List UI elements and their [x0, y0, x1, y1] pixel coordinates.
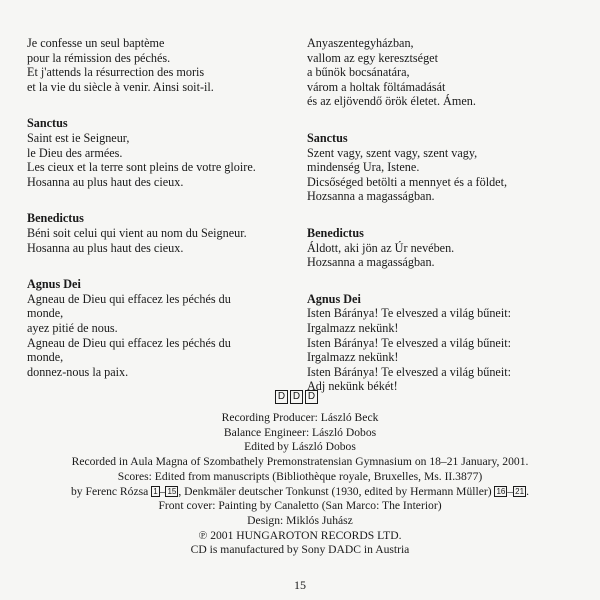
ddd-letter: D — [305, 390, 318, 404]
sanctus-hu — [307, 131, 577, 204]
text-line: Áldott, aki jön az Úr nevében. — [307, 240, 455, 255]
track-range-dash: – — [159, 484, 166, 498]
section-heading: Benedictus — [27, 211, 84, 226]
text-line: Adj nekünk békét! — [307, 379, 398, 394]
text-line: Hozsanna a magasságban. — [307, 255, 435, 270]
scores-middle: , Denkmäler deutscher Tonkunst (1930, edited by Hermann Müller) — [178, 484, 492, 498]
hungarian-text-column — [307, 36, 577, 416]
text-line: Isten Báránya! Te elveszed a világ bűneit: — [307, 364, 511, 379]
section-heading: Benedictus — [307, 225, 364, 240]
agnus-dei-hu — [307, 292, 577, 394]
agnus-dei-fr — [27, 277, 289, 379]
text-line: et la vie du siècle à venir. Ainsi soit-il. — [27, 79, 214, 94]
credits-block — [0, 411, 600, 558]
french-text-column — [27, 36, 289, 401]
section-heading: Sanctus — [27, 116, 68, 131]
recording-location: Recorded in Aula Magna of Szombathely Premonstratensian Gymnasium on 18–21 January, 2001. — [71, 455, 529, 469]
sanctus-fr — [27, 116, 289, 189]
engineer-credit: Balance Engineer: László Dobos — [223, 425, 377, 439]
scores-suffix: . — [526, 484, 529, 498]
text-line: pour la rémission des péchés. — [27, 50, 171, 65]
copyright-line: ℗ 2001 HUNGAROTON RECORDS LTD. — [198, 528, 402, 542]
text-line: Isten Báránya! Te elveszed a világ bűneit: — [307, 306, 511, 321]
credo-hu — [307, 36, 577, 109]
text-line: Szent vagy, szent vagy, szent vagy, — [307, 145, 478, 160]
design-credit: Design: Miklós Juhász — [247, 513, 353, 527]
manufacture-line: CD is manufactured by Sony DADC in Austria — [190, 543, 410, 557]
text-line: Agneau de Dieu qui effacez les péchés du — [27, 291, 231, 306]
text-line: Hosanna au plus haut des cieux. — [27, 174, 184, 189]
text-line: Hosanna au plus haut des cieux. — [27, 240, 184, 255]
scores-credit: Scores: Edited from manuscripts (Bibliothèque royale, Bruxelles, Ms. II.3877) — [117, 469, 483, 483]
credo-fr — [27, 36, 289, 94]
text-line: Agneau de Dieu qui effacez les péchés du — [27, 335, 231, 350]
text-line: Anyaszentegyházban, — [307, 36, 414, 50]
text-line: mindenség Ura, Istene. — [307, 160, 420, 175]
benedictus-fr — [27, 211, 289, 255]
track-number-box: 15 — [167, 486, 177, 496]
track-number-box: 1 — [153, 486, 158, 496]
benedictus-hu — [307, 226, 577, 270]
text-line: monde, — [27, 306, 64, 321]
text-line: Béni soit celui qui vient au nom du Seigneur. — [27, 225, 247, 240]
scores-prefix: by Ferenc Rózsa — [71, 484, 149, 498]
text-line: Irgalmazz nekünk! — [307, 350, 399, 365]
text-line: Hozsanna a magasságban. — [307, 189, 435, 204]
section-heading: Sanctus — [307, 130, 348, 145]
text-line: Et j'attends la résurrection des moris — [27, 65, 205, 80]
text-line: a bűnök bocsánatára, — [307, 65, 410, 80]
editor-credit: Edited by László Dobos — [244, 440, 356, 454]
text-line: le Dieu des armées. — [27, 145, 123, 160]
ddd-letter: D — [275, 390, 288, 404]
text-line: várom a holtak föltámadását — [307, 79, 446, 94]
text-line: monde, — [27, 350, 64, 365]
track-number-box: 16 — [496, 486, 506, 496]
ddd-letter: D — [290, 390, 303, 404]
text-line: Isten Báránya! Te elveszed a világ bűneit: — [307, 335, 511, 350]
text-line: Irgalmazz nekünk! — [307, 320, 399, 335]
producer-credit: Recording Producer: László Beck — [221, 411, 379, 424]
text-line: Dicsőséged betölti a mennyet és a földet, — [307, 174, 508, 189]
text-line: vallom az egy keresztséget — [307, 50, 438, 65]
section-heading: Agnus Dei — [307, 291, 361, 306]
track-number-box: 21 — [515, 486, 525, 496]
ddd-recording-code — [275, 390, 318, 404]
section-heading: Agnus Dei — [27, 277, 81, 292]
cover-credit: Front cover: Painting by Canaletto (San Marco: The Interior) — [158, 499, 442, 513]
track-range-dash: – — [507, 484, 514, 498]
scores-credit-tracks — [0, 485, 600, 500]
text-line: Je confesse un seul baptème — [27, 36, 165, 50]
text-line: és az eljövendő örök életet. Ámen. — [307, 94, 476, 109]
text-line: Les cieux et la terre sont pleins de votre gloire. — [27, 160, 256, 175]
text-line: ayez pitié de nous. — [27, 320, 118, 335]
text-line: Saint est ie Seigneur, — [27, 130, 130, 145]
text-line: donnez-nous la paix. — [27, 364, 129, 379]
page-number: 15 — [294, 578, 306, 592]
